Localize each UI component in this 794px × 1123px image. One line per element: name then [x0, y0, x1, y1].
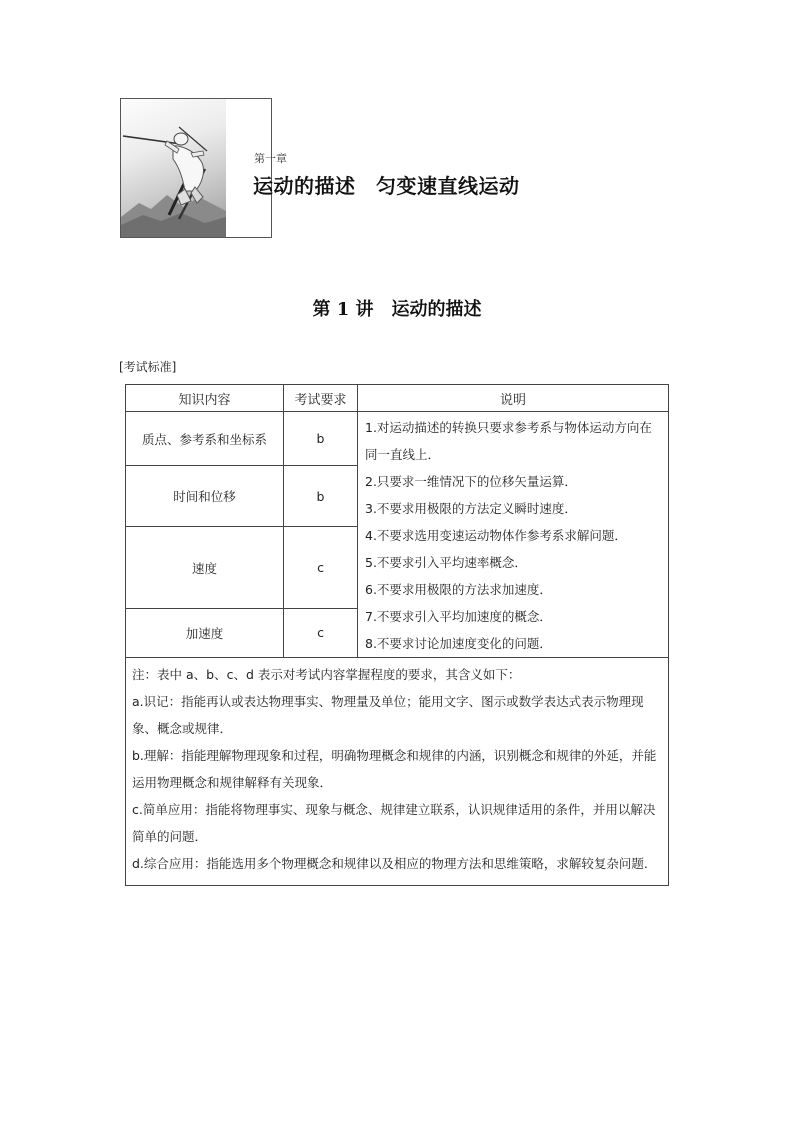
description-item: 3.不要求用极限的方法定义瞬时速度． [365, 501, 577, 516]
description-item: 1.对运动描述的转换只要求参考系与物体运动方向在同一直线上． [365, 420, 652, 462]
lecture-title: 第 1 讲 运动的描述 [312, 299, 482, 320]
description-item: 5.不要求引入平均速率概念． [365, 555, 527, 570]
description-item: 2.只要求一维情况下的位移矢量运算． [365, 474, 577, 489]
section-tag: [考试标准] [119, 360, 177, 374]
requirement-cell: c [284, 608, 358, 657]
description-cell [358, 412, 669, 658]
header-knowledge: 知识内容 [126, 385, 284, 412]
exam-standards-table [125, 384, 669, 886]
note-item: 注：表中 a、b、c、d 表示对考试内容掌握程度的要求，其含义如下： [132, 667, 521, 682]
description-item: 4.不要求选用变速运动物体作参考系求解问题． [365, 528, 627, 543]
header-requirement: 考试要求 [284, 385, 358, 412]
knowledge-cell: 速度 [126, 527, 284, 608]
knowledge-cell: 质点、参考系和坐标系 [126, 412, 284, 466]
note-item: b.理解：指能理解物理现象和过程，明确物理概念和规律的内涵，识别概念和规律的外延，并能运用物理概念和规律解释有关现象． [132, 748, 657, 790]
description-item: 8.不要求讨论加速度变化的问题． [365, 636, 552, 651]
requirement-cell: b [284, 466, 358, 527]
chapter-label: 第一章 [254, 152, 287, 165]
note-item: c.简单应用：指能将物理事实、现象与概念、规律建立联系，认识规律适用的条件，并用以解决简单的问题． [132, 802, 656, 844]
description-item: 7.不要求引入平均加速度的概念． [365, 609, 552, 624]
notes-cell [126, 658, 669, 886]
description-item: 6.不要求用极限的方法求加速度． [365, 582, 552, 597]
note-item: d.综合应用：指能选用多个物理概念和规律以及相应的物理方法和思维策略，求解较复杂问题. [132, 856, 648, 871]
skier-photo [121, 99, 226, 237]
requirement-cell: c [284, 527, 358, 608]
note-item: a.识记：指能再认或表达物理事实、物理量及单位；能用文字、图示或数学表达式表示物理现象、概念或规律． [132, 694, 644, 736]
table-header-row [126, 385, 669, 412]
requirement-cell: b [284, 412, 358, 466]
table-row [126, 412, 669, 466]
chapter-title: 运动的描述 匀变速直线运动 [253, 174, 520, 198]
knowledge-cell: 时间和位移 [126, 466, 284, 527]
header-description: 说明 [358, 385, 669, 412]
notes-row [126, 658, 669, 886]
skier-illustration [121, 99, 226, 237]
knowledge-cell: 加速度 [126, 608, 284, 657]
